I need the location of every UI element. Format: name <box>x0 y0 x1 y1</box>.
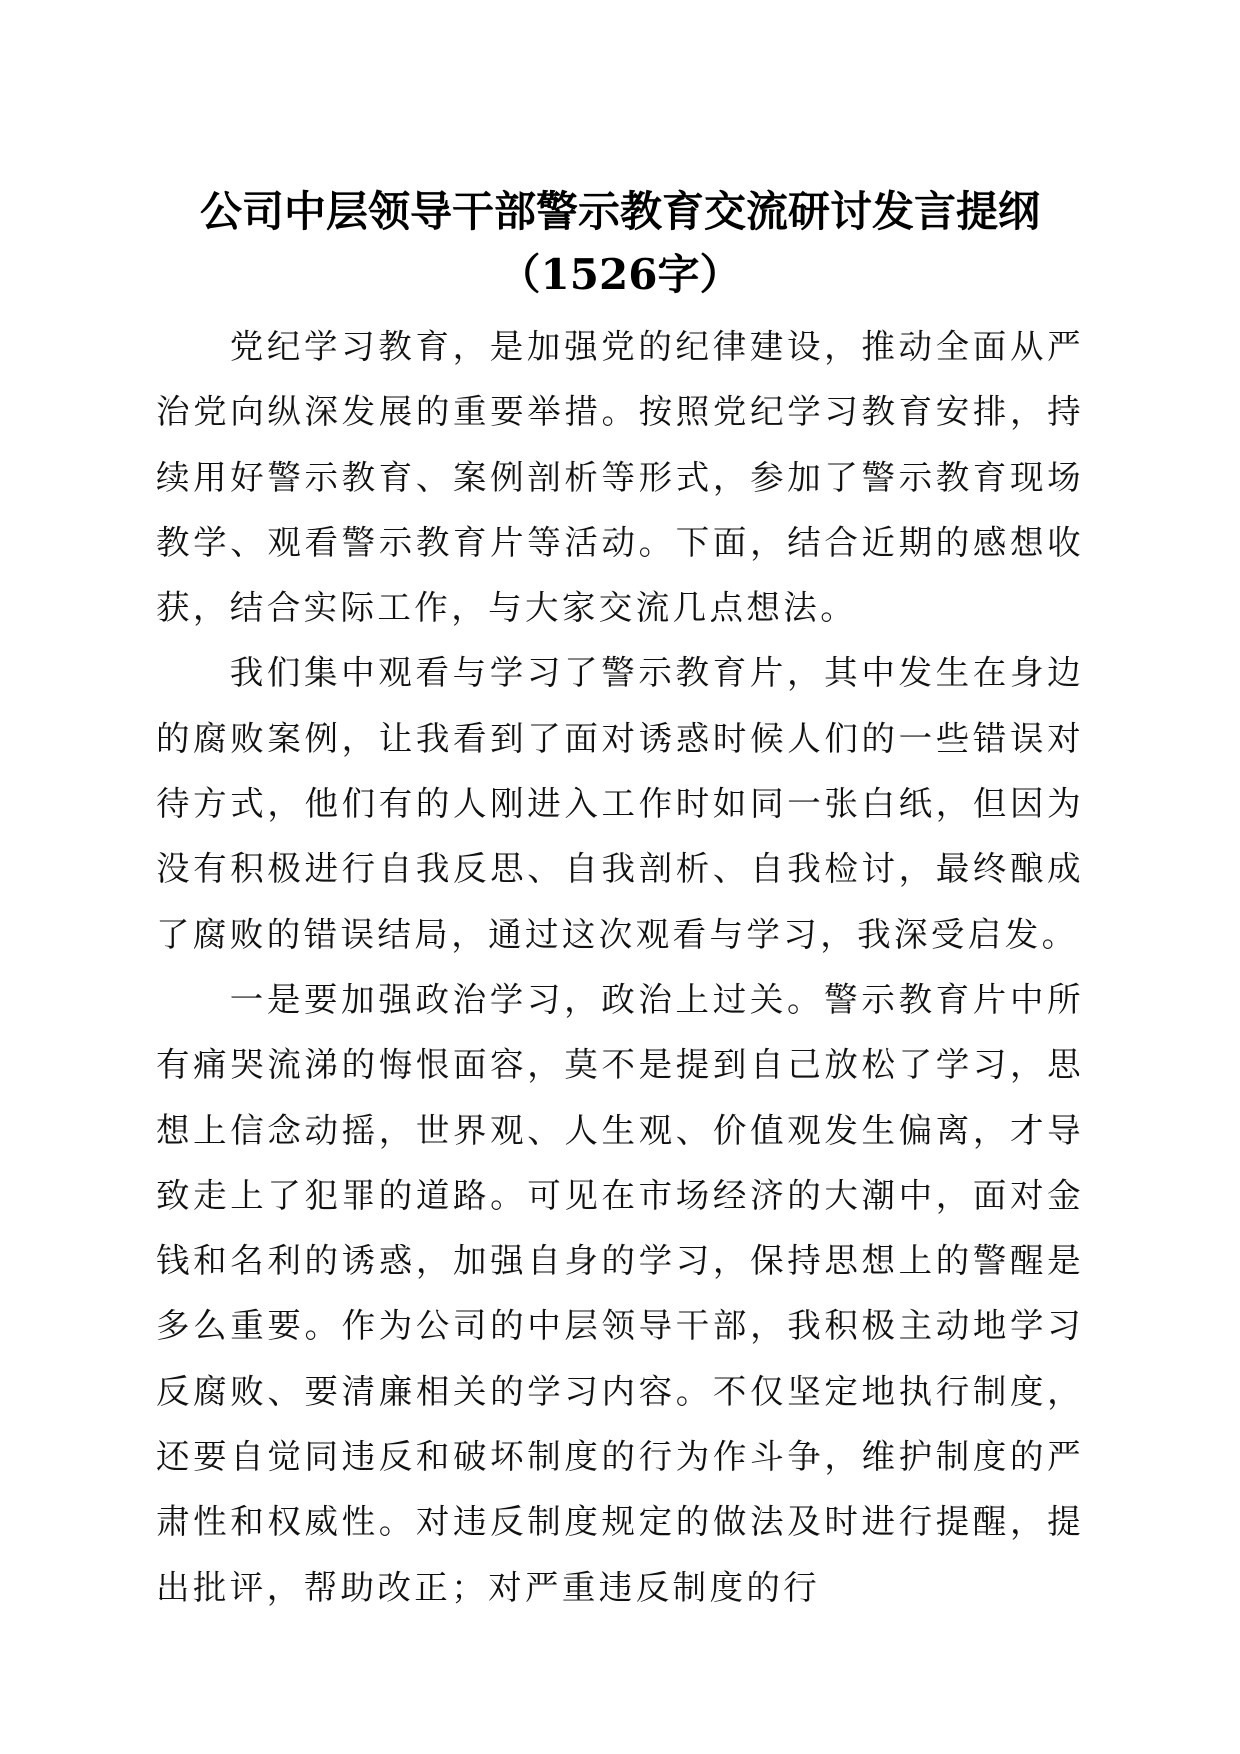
document-body <box>156 314 1084 1620</box>
paragraph-point-one: 一是要加强政治学习，政治上过关。警示教育片中所有痛哭流涕的悔恨面容，莫不是提到自己放松了学习，思想上信念动摇，世界观、人生观、价值观发生偏离，才导致走上了犯罪的道路。可见在市场经济的大潮中，面对金钱和名利的诱惑，加强自身的学习，保持思想上的警醒是多么重要。作为公司的中层领导干部，我积极主动地学习反腐败、要清廉相关的学习内容。不仅坚定地执行制度，还要自觉同违反和破坏制度的行为作斗争，维护制度的严肃性和权威性。对违反制度规定的做法及时进行提醒，提出批评，帮助改正；对严重违反制度的行 <box>156 979 1084 1607</box>
document-title: 公司中层领导干部警示教育交流研讨发言提纲 <box>199 187 1040 236</box>
paragraph-reflection: 我们集中观看与学习了警示教育片，其中发生在身边的腐败案例，让我看到了面对诱惑时候人们的一些错误对待方式，他们有的人刚进入工作时如同一张白纸，但因为没有积极进行自我反思、自我剖析、自我检讨，最终酿成了腐败的错误结局，通过这次观看与学习，我深受启发。 <box>156 653 1084 954</box>
document-subtitle: （1526字） <box>498 250 742 299</box>
paragraph-intro: 党纪学习教育，是加强党的纪律建设，推动全面从严治党向纵深发展的重要举措。按照党纪学习教育安排，持续用好警示教育、案例剖析等形式，参加了警示教育现场教学、观看警示教育片等活动。下面，结合近期的感想收获，结合实际工作，与大家交流几点想法。 <box>156 327 1084 628</box>
